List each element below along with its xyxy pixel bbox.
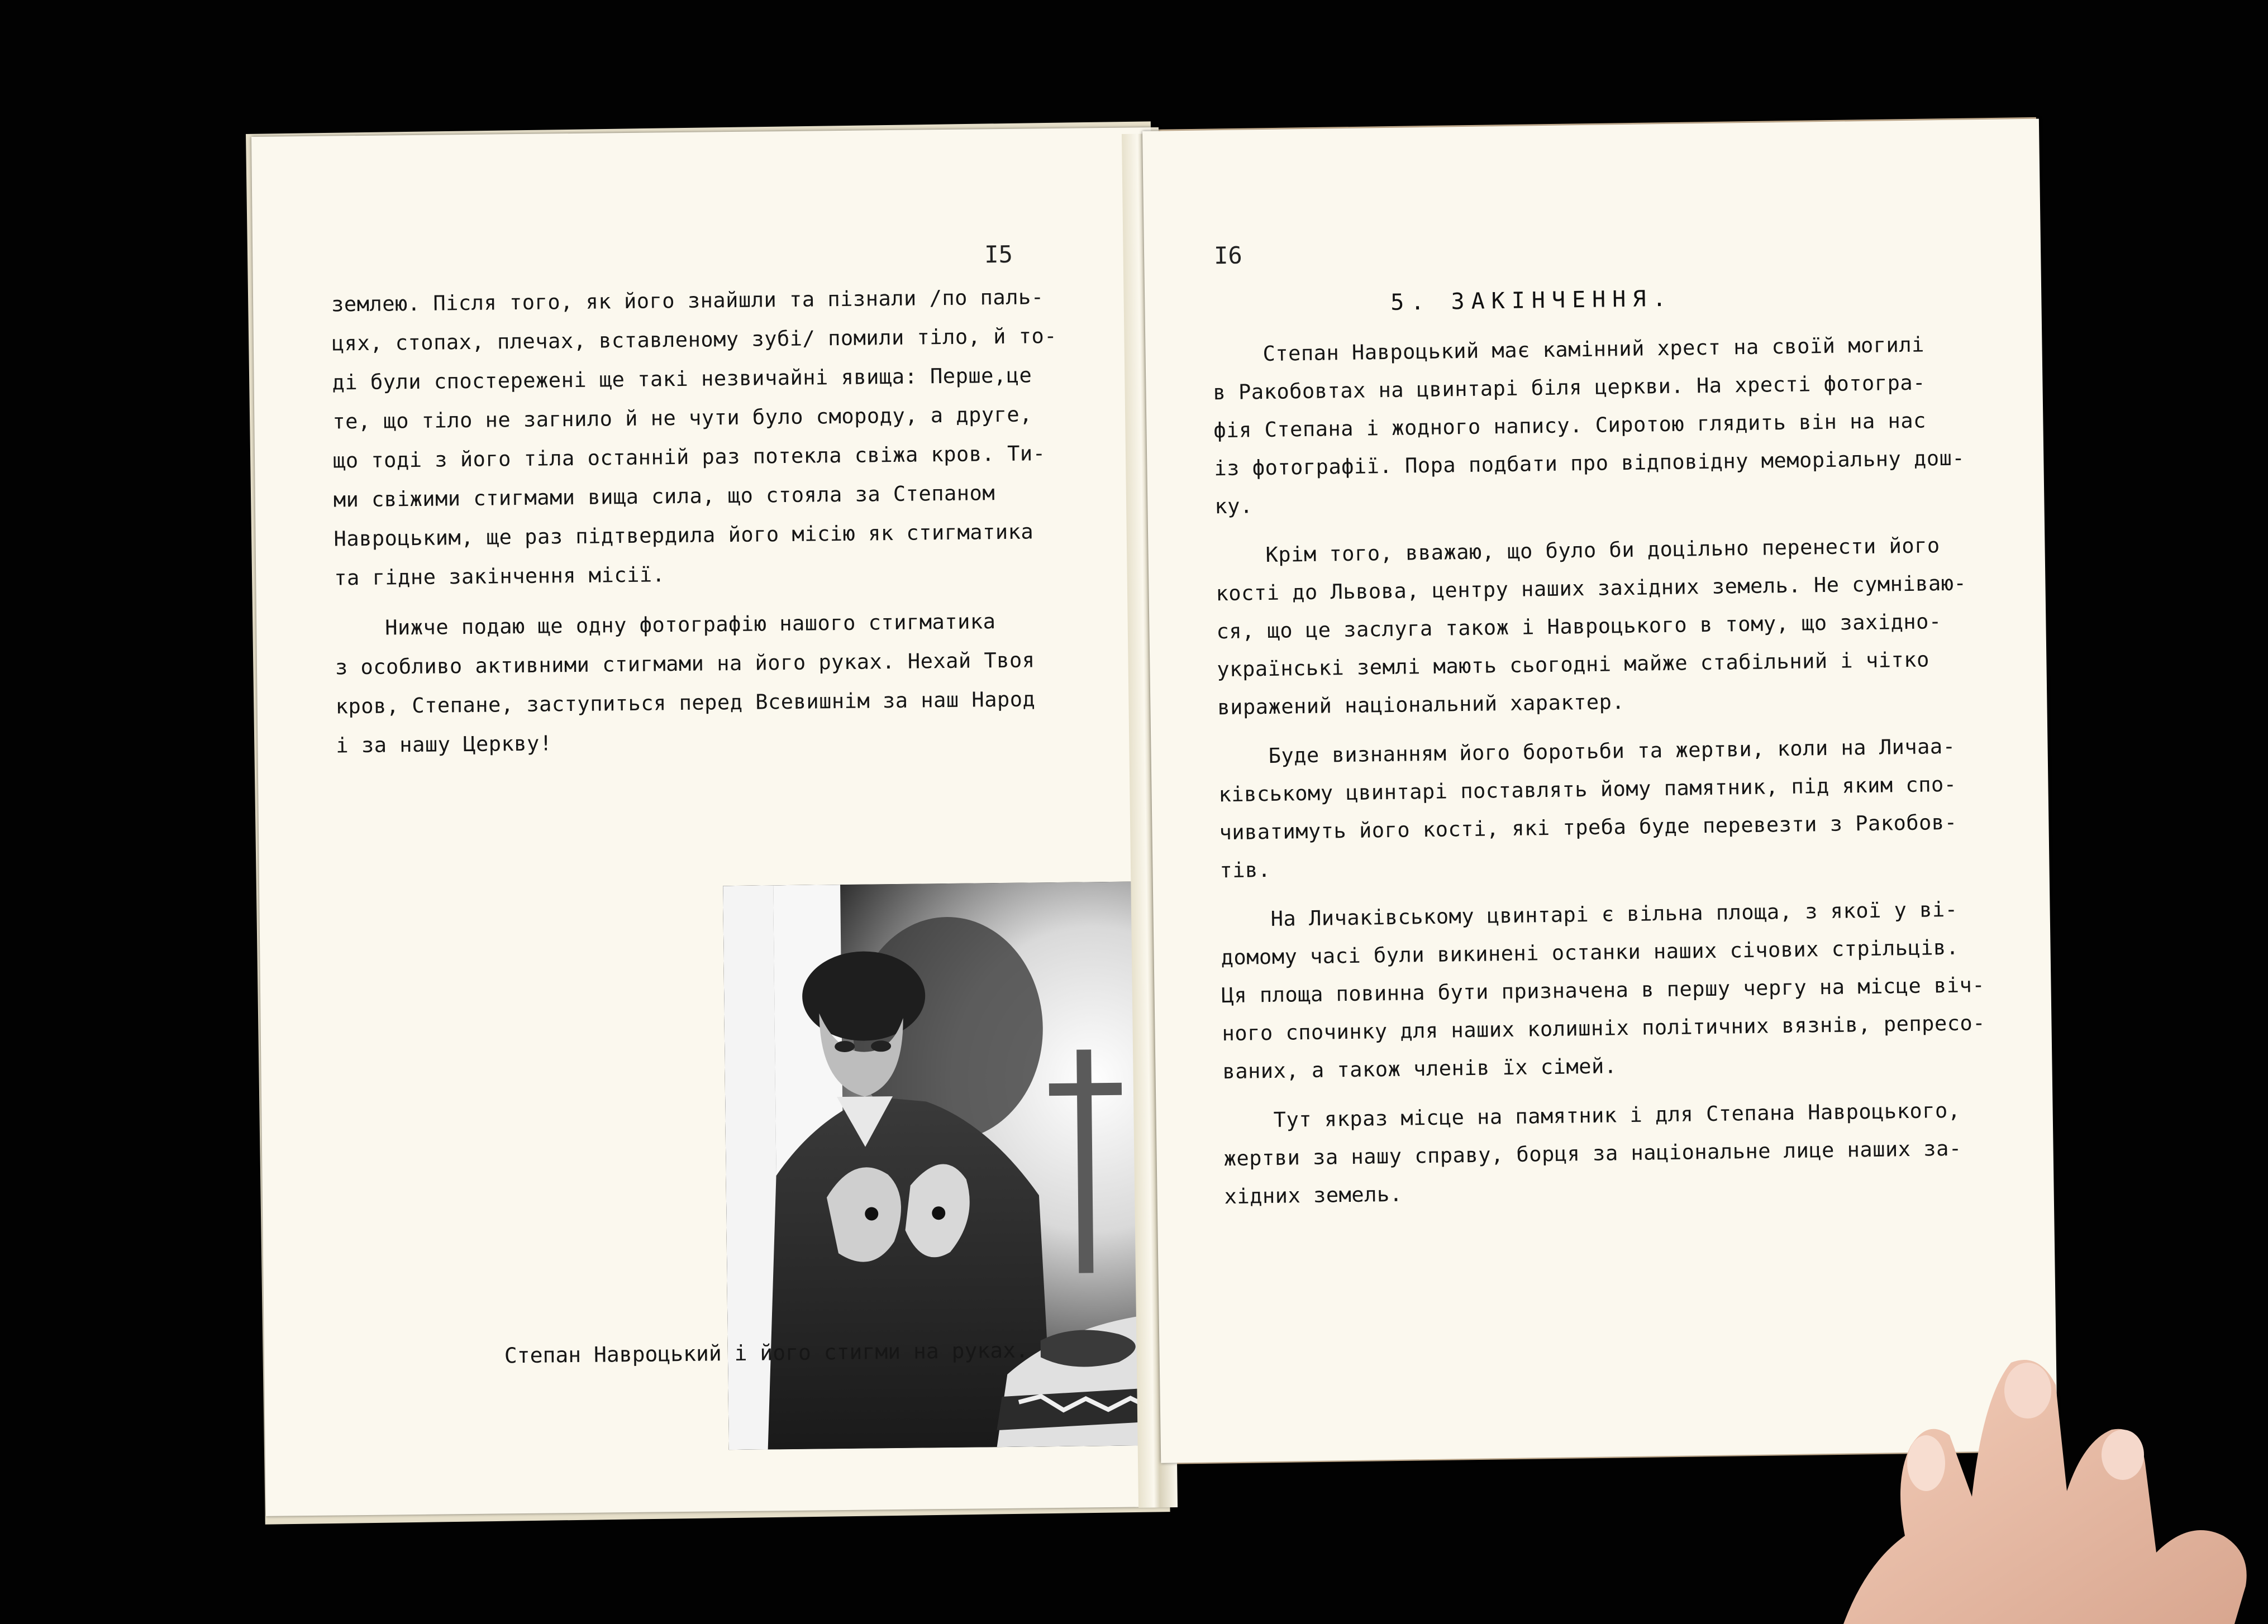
right-text-line: українські землі мають сьогодні майже стабільний і чітко [1217, 647, 1930, 682]
photo-caption: Степан Навроцький і його стигми на руках. [504, 1338, 1029, 1368]
right-page-number: I6 [1213, 241, 1243, 270]
right-text-line: із фотографії. Пора подбати про відповідну меморіальну дош- [1214, 446, 1965, 481]
right-text-line: Степан Навроцький має камінний хрест на своїй могилі [1262, 332, 1925, 366]
right-text-line: ківському цвинтарі поставлять йому памятник, під яким спо- [1218, 772, 1957, 807]
left-page [251, 127, 1173, 1516]
right-text-line: Тут якраз місце на памятник і для Степана Навроцького, [1273, 1098, 1961, 1132]
left-text-line: кров, Степане, заступиться перед Всевишнім за наш Народ [335, 687, 1036, 719]
right-text-line: чиватимуть його кості, які треба буде перевезти з Ракобов- [1219, 810, 1957, 845]
left-text-line: те, що тіло не загнило й не чути було смороду, а друге, [332, 402, 1033, 434]
right-text-line: Крім того, вважаю, що було би доцільно перенести його [1265, 533, 1940, 567]
left-text-line: цях, стопах, плечах, вставленому зубі/ помили тіло, й то- [331, 323, 1057, 356]
left-text-line: ми свіжими стигмами вища сила, що стояла за Степаном [333, 481, 995, 512]
right-text-line: Ця площа повинна бути призначена в першу чергу на місце віч- [1221, 973, 1985, 1008]
right-text-line: На Личаківському цвинтарі є вільна площа, з якої у ві- [1270, 897, 1958, 931]
left-text-line: землею. Після того, як його знайшли та пізнали /по паль- [331, 285, 1044, 317]
section-heading: 5. ЗАКІНЧЕННЯ. [1390, 285, 1673, 316]
right-text-line: ся, що це заслуга також і Навроцького в тому, що західно- [1216, 609, 1942, 644]
right-text-line: виражений національний характер. [1217, 690, 1625, 720]
left-text-line: і за нашу Церкву! [336, 731, 552, 758]
left-text-line: Навроцьким, ще раз підтвердила його місію як стигматика [333, 519, 1034, 551]
right-text-line: жертви за нашу справу, борця за національне лице наших за- [1223, 1136, 1962, 1171]
left-page-number: I5 [984, 240, 1013, 269]
right-text-line: фія Степана і жодного напису. Сиротою глядить він на нас [1213, 408, 1927, 443]
right-page [1142, 119, 2057, 1463]
left-text-line: та гідне закінчення місії. [334, 562, 665, 590]
left-text-line: ді були спостережені ще такі незвичайні явища: Перше,це [332, 363, 1032, 395]
right-text-line: в Ракобовтах на цвинтарі біля церкви. На хресті фотогра- [1213, 370, 1926, 405]
left-text-line: Нижче подаю ще одну фотографію нашого стигматика [384, 609, 996, 640]
right-text-line: Буде визнанням його боротьби та жертви, коли на Личаа- [1268, 734, 1956, 768]
right-text-line: кості до Львова, центру наших західних земель. Не сумніваю- [1216, 571, 1967, 606]
left-text-line: з особливо активними стигмами на його руках. Нехай Твоя [335, 648, 1035, 680]
left-text-line: що тоді з його тіла останній раз потекла свіжа кров. Ти- [332, 441, 1046, 473]
right-text-line: ного спочинку для наших колишніх політичних вязнів, репресо- [1222, 1011, 1986, 1046]
right-text-line: домому часі були викинені останки наших січових стрільців. [1221, 935, 1959, 970]
right-text-line: ку. [1214, 494, 1254, 519]
hand-holding-page [1843, 1351, 2268, 1624]
right-text-line: ваних, а також членів їх сімей. [1222, 1054, 1617, 1084]
right-text-line: тів. [1219, 857, 1271, 883]
right-text-line: хідних земель. [1224, 1182, 1403, 1209]
